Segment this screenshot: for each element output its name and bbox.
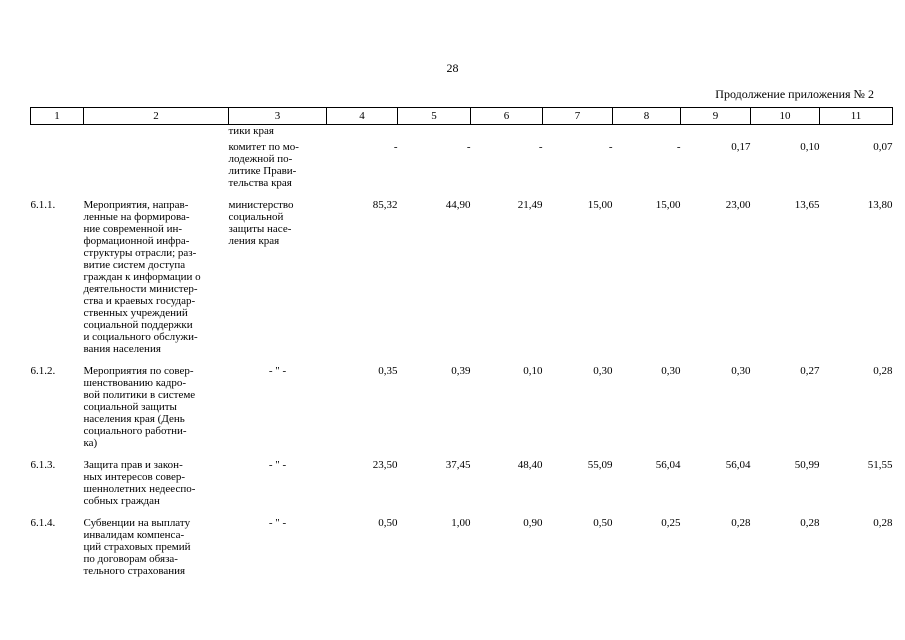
row-value-col-10: 50,99 xyxy=(794,459,820,471)
row-name: Мероприятия по совер- шенствованию кадро- вой политики в системе социальной защиты населения края (День социального работни- ка) xyxy=(83,365,196,449)
row-executor: министерство социальной защиты насе- ления края xyxy=(228,199,294,247)
row-value-col-6: 48,40 xyxy=(517,459,543,471)
row-value-col-7 xyxy=(543,125,613,138)
row-executor: - " - xyxy=(268,517,287,529)
table-row xyxy=(31,355,893,449)
row-value-col-5: 0,39 xyxy=(451,365,471,377)
row-value-col-6: - xyxy=(538,141,543,153)
row-value-col-11: 0,28 xyxy=(873,517,893,529)
header-col-3: 3 xyxy=(229,108,327,125)
row-value-col-10 xyxy=(751,125,820,138)
row-executor: комитет по мо- лодежной по- литике Прави- тельства края xyxy=(228,141,299,189)
row-executor: - " - xyxy=(268,365,287,377)
row-value-col-6 xyxy=(471,125,543,138)
row-value-col-8: 56,04 xyxy=(655,459,681,471)
row-value-col-4: 0,35 xyxy=(378,365,398,377)
row-value-col-10: 0,27 xyxy=(800,365,820,377)
header-col-10: 10 xyxy=(751,108,820,125)
row-value-col-9: 0,28 xyxy=(731,517,751,529)
row-value-col-5: 1,00 xyxy=(451,517,471,529)
row-value-col-11: 0,07 xyxy=(873,141,893,153)
row-code: 6.1.3. xyxy=(30,459,56,471)
header-row xyxy=(31,108,893,125)
table-row xyxy=(31,507,893,577)
page-number: 28 xyxy=(446,61,459,75)
header-col-2: 2 xyxy=(84,108,229,125)
row-code: 6.1.2. xyxy=(30,365,56,377)
row-name xyxy=(84,125,229,138)
row-value-col-4: - xyxy=(393,141,398,153)
row-value-col-10: 0,10 xyxy=(800,141,820,153)
row-executor: - " - xyxy=(268,459,287,471)
row-value-col-9: 56,04 xyxy=(725,459,751,471)
row-value-col-8: 0,30 xyxy=(661,365,681,377)
row-value-col-11: 0,28 xyxy=(873,365,893,377)
row-value-col-7: 0,50 xyxy=(593,517,613,529)
row-value-col-8: 0,25 xyxy=(661,517,681,529)
row-value-col-8 xyxy=(613,125,681,138)
row-value-col-9: 0,17 xyxy=(731,141,751,153)
appendix-table xyxy=(30,107,893,577)
row-name: Защита прав и закон- ных интересов совер- шеннолетних недееспо- собных граждан xyxy=(83,459,196,507)
row-value-col-9 xyxy=(681,125,751,138)
row-name: Мероприятия, направ- ленные на формирова- ние современной ин- формационной инфра- структуры отрасли; раз- витие систем доступа граждан к информации о деятельности министер- ства и краевых государ- ственных учреждений социальной поддержки и социального обслужи- вания населения xyxy=(83,199,201,355)
row-code xyxy=(31,125,84,138)
row-value-col-4: 23,50 xyxy=(372,459,398,471)
row-value-col-5 xyxy=(398,125,471,138)
row-value-col-5: 44,90 xyxy=(445,199,471,211)
row-value-col-7: - xyxy=(608,141,613,153)
table-row xyxy=(31,189,893,355)
row-code: 6.1.4. xyxy=(30,517,56,529)
row-value-col-7: 0,30 xyxy=(593,365,613,377)
table-row xyxy=(31,137,893,189)
row-value-col-11: 51,55 xyxy=(867,459,893,471)
table-row xyxy=(31,449,893,507)
row-value-col-11 xyxy=(820,125,893,138)
row-value-col-4: 85,32 xyxy=(372,199,398,211)
continuation-label: Продолжение приложения № 2 xyxy=(715,87,874,101)
header-col-1: 1 xyxy=(31,108,84,125)
row-value-col-4 xyxy=(327,125,398,138)
row-value-col-7: 55,09 xyxy=(587,459,613,471)
row-code: 6.1.1. xyxy=(30,199,56,211)
row-value-col-6: 0,90 xyxy=(523,517,543,529)
row-value-col-7: 15,00 xyxy=(587,199,613,211)
row-value-col-8: - xyxy=(676,141,681,153)
row-executor: тики края xyxy=(228,125,274,137)
row-value-col-8: 15,00 xyxy=(655,199,681,211)
row-value-col-4: 0,50 xyxy=(378,517,398,529)
header-col-11: 11 xyxy=(820,108,893,125)
row-value-col-11: 13,80 xyxy=(867,199,893,211)
row-value-col-9: 0,30 xyxy=(731,365,751,377)
header-col-8: 8 xyxy=(613,108,681,125)
header-col-4: 4 xyxy=(327,108,398,125)
table-row xyxy=(31,125,893,138)
row-name xyxy=(84,137,229,189)
row-value-col-5: 37,45 xyxy=(445,459,471,471)
row-name: Субвенции на выплату инвалидам компенса- ций страховых премий по договорам обяза- тельного страхования xyxy=(83,517,191,577)
row-value-col-6: 0,10 xyxy=(523,365,543,377)
header-col-5: 5 xyxy=(398,108,471,125)
header-col-9: 9 xyxy=(681,108,751,125)
row-value-col-9: 23,00 xyxy=(725,199,751,211)
row-value-col-10: 13,65 xyxy=(794,199,820,211)
row-value-col-10: 0,28 xyxy=(800,517,820,529)
row-value-col-5: - xyxy=(466,141,471,153)
header-col-6: 6 xyxy=(471,108,543,125)
row-value-col-6: 21,49 xyxy=(517,199,543,211)
row-code xyxy=(31,137,84,189)
header-col-7: 7 xyxy=(543,108,613,125)
